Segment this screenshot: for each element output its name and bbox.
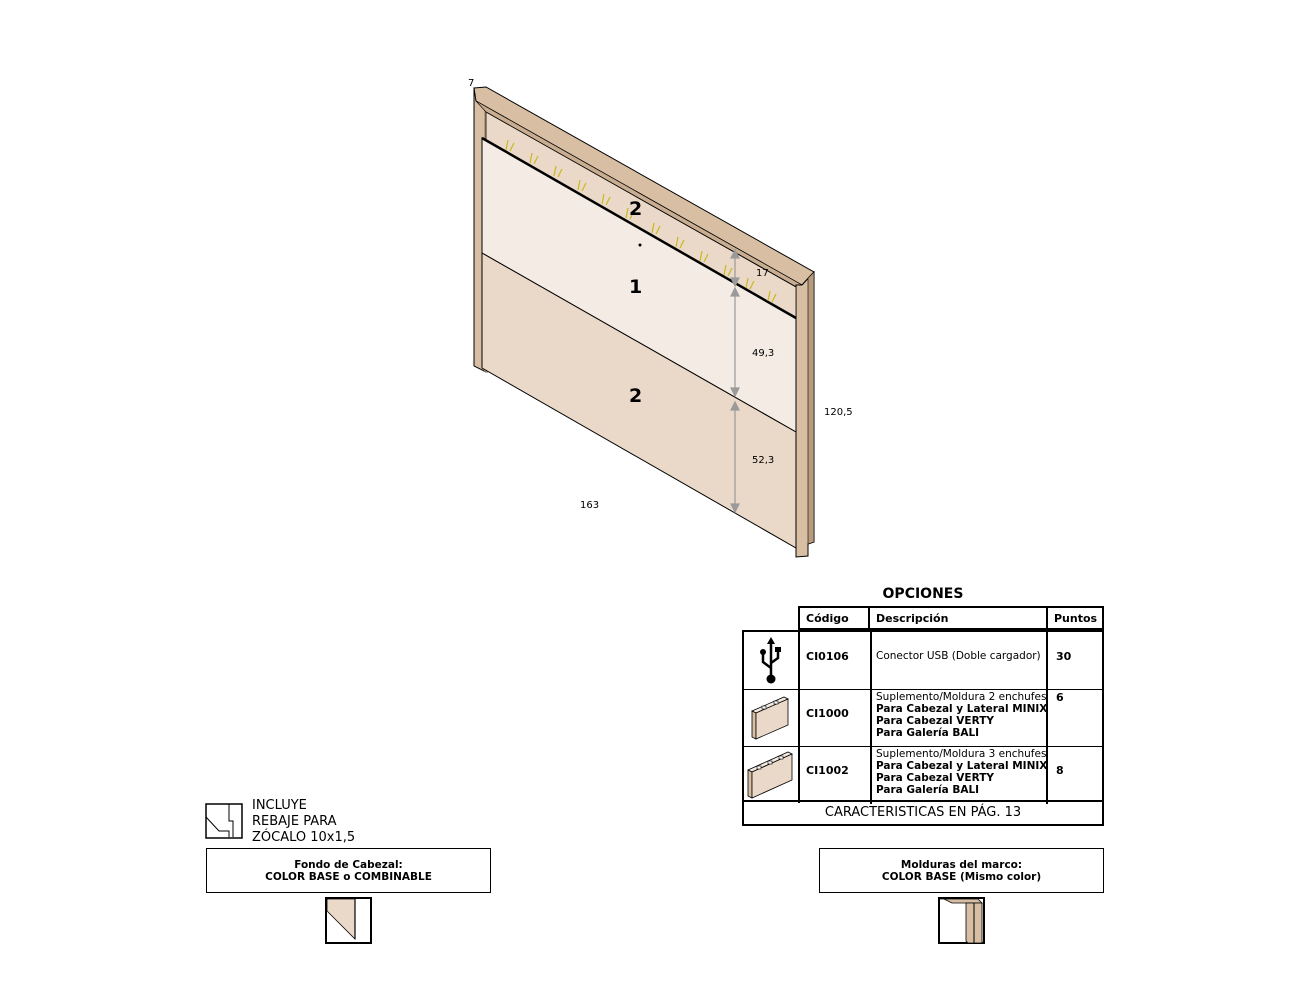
panel-label-middle: 1 — [629, 276, 643, 298]
includes-line: ZÓCALO 10x1,5 — [252, 830, 356, 845]
option-code: CI1002 — [806, 764, 849, 777]
option-row — [744, 689, 1102, 747]
options-rows — [742, 630, 1104, 802]
includes-line: REBAJE PARA — [252, 814, 337, 829]
dim-total-height: 120,5 — [824, 407, 853, 418]
desc-line: Suplemento/Moldura 3 enchufes — [876, 748, 1047, 760]
desc-line: Conector USB (Doble cargador) — [876, 650, 1041, 662]
characteristics-note: CARACTERISTICAS EN PÁG. 13 — [742, 802, 1104, 826]
box-line: Molduras del marco: — [900, 859, 1023, 871]
header-points: Puntos — [1046, 606, 1104, 630]
option-description — [876, 748, 1047, 796]
dim-width: 163 — [580, 500, 600, 511]
box-line: COLOR BASE o COMBINABLE — [265, 871, 432, 883]
option-code: CI0106 — [806, 650, 849, 663]
includes-line: INCLUYE — [252, 798, 307, 813]
desc-bold-line: Para Cabezal y Lateral MINIX — [876, 760, 1048, 772]
header-code: Código — [798, 606, 870, 630]
frame-molding-swatch-icon — [938, 897, 986, 945]
option-points: 8 — [1056, 764, 1064, 777]
panel-label-bottom: 2 — [629, 385, 643, 407]
box-line: Fondo de Cabezal: — [294, 859, 403, 871]
desc-bold-line: Para Galería BALI — [876, 727, 980, 739]
back-panel-box — [206, 848, 491, 893]
includes-note — [252, 798, 355, 846]
frame-moldings-box — [819, 848, 1104, 893]
options-table — [742, 606, 1104, 826]
option-row — [744, 746, 1102, 803]
molding-2-sockets-icon — [744, 689, 800, 746]
dim-frame-depth: 7 — [468, 78, 475, 89]
header-description: Descripción — [868, 606, 1048, 630]
plinth-recess-icon — [205, 803, 243, 839]
back-panel-swatch-icon — [325, 897, 373, 945]
dim-middle-panel: 49,3 — [752, 348, 775, 359]
panel-label-top: 2 — [629, 198, 643, 220]
desc-bold-line: Para Galería BALI — [876, 784, 980, 796]
desc-bold-line: Para Cabezal VERTY — [876, 715, 994, 727]
options-title: OPCIONES — [882, 586, 964, 602]
desc-line: Suplemento/Moldura 2 enchufes — [876, 691, 1047, 703]
option-points: 30 — [1056, 650, 1072, 663]
option-row — [744, 632, 1102, 690]
option-points: 6 — [1056, 691, 1064, 704]
desc-bold-line: Para Cabezal VERTY — [876, 772, 994, 784]
molding-3-sockets-icon — [744, 746, 800, 803]
option-code: CI1000 — [806, 707, 849, 720]
dim-upper-section: 17 — [756, 268, 769, 279]
option-description — [876, 691, 1047, 739]
option-description — [876, 650, 1041, 662]
usb-icon — [744, 632, 800, 689]
desc-bold-line: Para Cabezal y Lateral MINIX — [876, 703, 1048, 715]
box-line: COLOR BASE (Mismo color) — [881, 871, 1042, 883]
dim-lower-panel: 52,3 — [752, 455, 775, 466]
